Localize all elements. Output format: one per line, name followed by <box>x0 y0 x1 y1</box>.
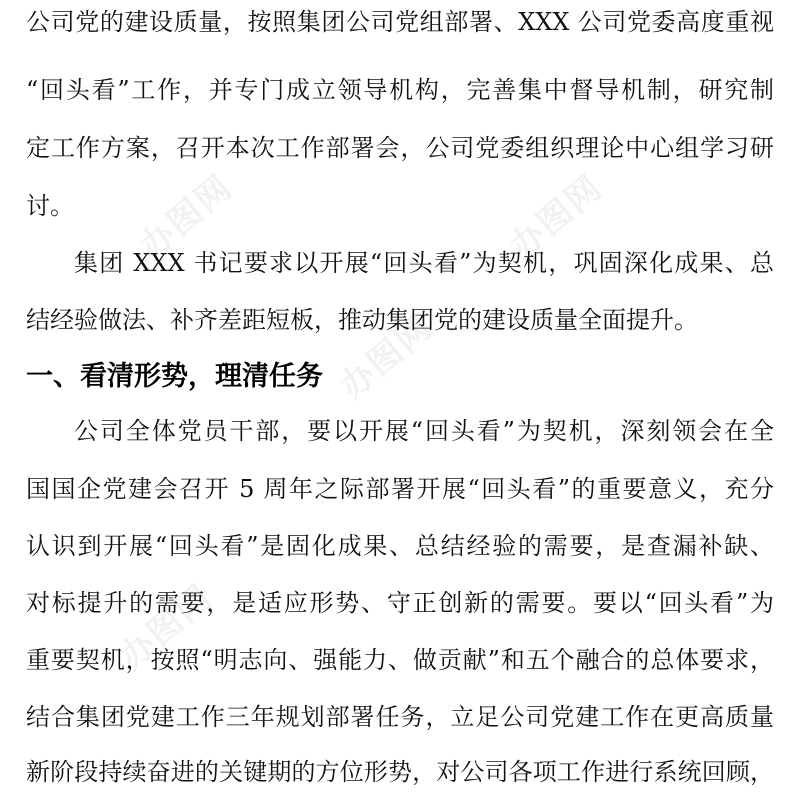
paragraph-line: 对标提升的需要，是适应形势、守正创新的需要。要以“回头看”为 <box>26 589 774 617</box>
paragraph-line: 讨。 <box>26 192 74 220</box>
paragraph-line: “回头看”工作，并专门成立领导机构，完善集中督导机制，研究制 <box>26 76 774 104</box>
paragraph-line: 国国企党建会召开 5 周年之际部署开展“回头看”的重要意义，充分 <box>26 475 774 503</box>
paragraph-line: 集团 XXX 书记要求以开展“回头看”为契机，巩固深化成果、总 <box>74 249 774 277</box>
watermark: 办图网 <box>332 307 441 408</box>
paragraph-line: 公司全体党员干部，要以开展“回头看”为契机，深刻领会在全 <box>74 417 774 445</box>
paragraph-line: 结合集团党建工作三年规划部署任务，立足公司党建工作在更高质量 <box>26 703 774 731</box>
paragraph-line: 重要契机，按照“明志向、强能力、做贡献”和五个融合的总体要求， <box>26 646 774 674</box>
paragraph-line: 公司党的建设质量，按照集团公司党组部署、XXX 公司党委高度重视 <box>26 8 774 36</box>
watermark: 办图网 <box>112 577 221 678</box>
paragraph-line: 定工作方案，召开本次工作部署会，公司党委组织理论中心组学习研 <box>26 134 774 162</box>
section-heading: 一、看清形势，理清任务 <box>26 361 323 392</box>
watermark: 办图网 <box>502 167 611 268</box>
watermark: 办图网 <box>132 167 241 268</box>
paragraph-line: 结经验做法、补齐差距短板，推动集团党的建设质量全面提升。 <box>26 306 698 334</box>
paragraph-line: 新阶段持续奋进的关键期的方位形势，对公司各项工作进行系统回顾， <box>26 758 774 786</box>
paragraph-line: 认识到开展“回头看”是固化成果、总结经验的需要，是查漏补缺、 <box>26 532 774 560</box>
